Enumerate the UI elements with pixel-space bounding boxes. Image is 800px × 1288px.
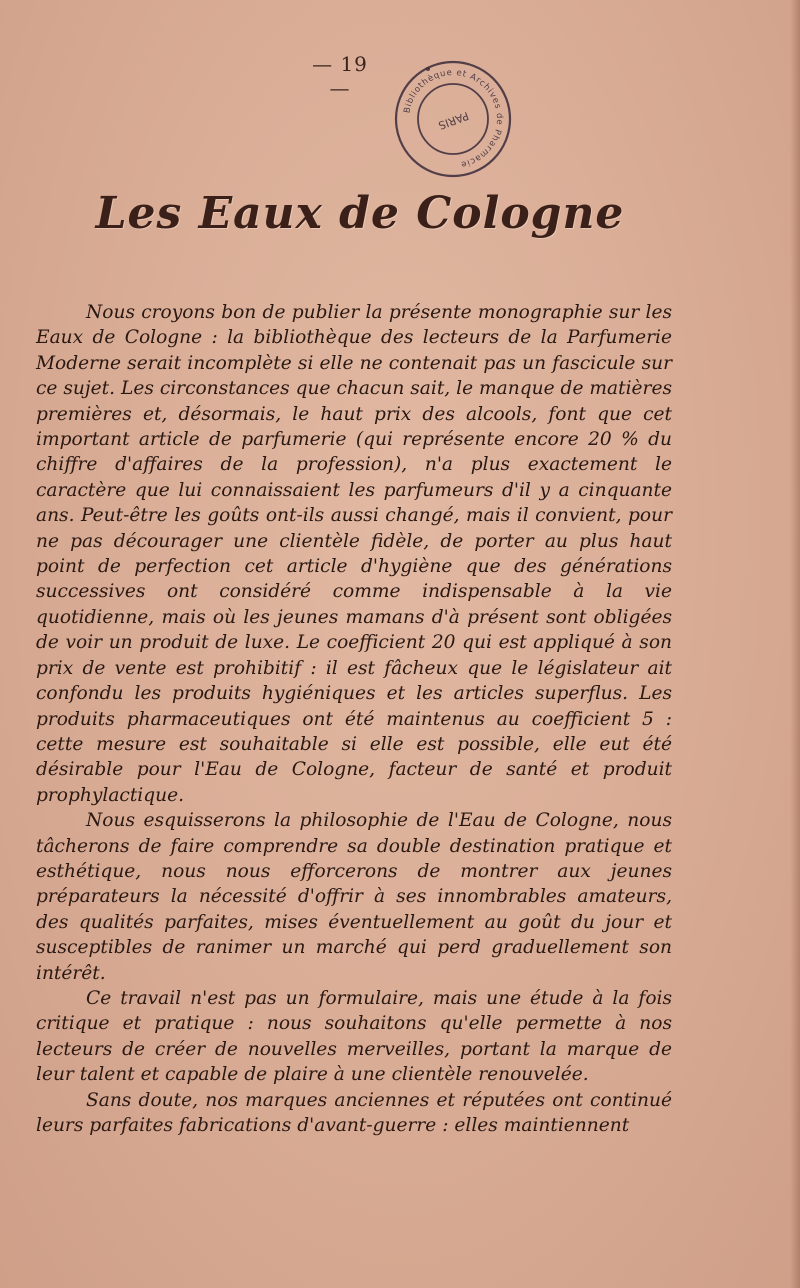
library-stamp: [392, 58, 514, 180]
paragraph: Ce travail n'est pas un formulaire, mais une étude à la fois critique et pratique : nous souhaitons qu'elle permette à nos lecteurs de créer de nouvelles merveilles, portant la marque de leur talent et capable de plaire à une clientèle renouvelée.: [36, 987, 672, 1086]
stamp-outer-text: Bibliothèque et Archives de Pharmacie: [402, 67, 505, 170]
stamp-seal-icon: [392, 58, 514, 180]
paragraph: Nous esquisserons la philosophie de l'Eau de Cologne, nous tâcherons de faire comprendre sa double destination pratique et esthétique, nous nous efforcerons de montrer aux jeunes préparateurs la nécessité d'offrir à ses innombrables amateurs, des qualités parfaites, mises éventuellement au goût du jour et susceptibles de ranimer un marché qui perd graduellement son intérêt.: [36, 810, 672, 984]
page-number: — 19 —: [312, 52, 368, 100]
stamp-center-text: PARIS: [436, 108, 471, 132]
page-title: Les Eaux de Cologne: [95, 188, 625, 239]
article-body: [36, 300, 672, 1138]
paragraph: Nous croyons bon de publier la présente monographie sur les Eaux de Cologne : la bibliothèque des lecteurs de la Parfumerie Moderne serait incomplète si elle ne contenait pas un fascicule sur ce sujet. Les circonstances que chacun sait, le manque de matières premières et, désormais, le haut prix des alcools, font que cet important article de parfumerie (qui représente encore 20 % du chiffre d'affaires de la profession), n'a plus exactement le caractère que lui connaissaient les parfumeurs d'il y a cinquante ans. Peut-être les goûts ont-ils aussi changé, mais il convient, pour ne pas décourager une clientèle fidèle, de porter au plus haut point de perfection cet article d'hygiène que des générations successives ont considéré comme indispensable à la vie quotidienne, mais où les jeunes mamans d'à présent sont obligées de voir un produit de luxe. Le coefficient 20 qui est appliqué à son prix de vente est prohibitif : il est fâcheux que le législateur ait confondu les produits hygiéniques et les articles superflus. Les produits pharmaceutiques ont été maintenus au coefficient 5 : cette mesure est souhaitable si elle est possible, elle eut été désirable pour l'Eau de Cologne, facteur de santé et produit prophylactique.: [36, 302, 672, 806]
paragraph: Sans doute, nos marques anciennes et réputées ont continué leurs parfaites fabrications d'avant-guerre : elles maintiennent: [36, 1089, 672, 1136]
page-edge-shadow: [790, 0, 800, 1288]
